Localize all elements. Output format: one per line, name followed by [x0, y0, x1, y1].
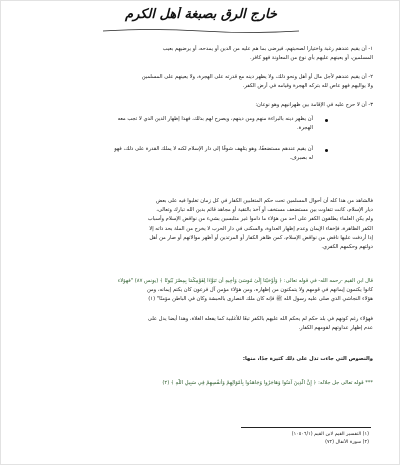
bullet-dot-1	[325, 119, 328, 122]
text-line: الهجرة.	[297, 125, 313, 132]
paragraph-1	[23, 45, 373, 63]
header-ornament	[101, 28, 301, 34]
text-line: أن يقيم عندهم مستضعفًا، وهو يتلهف شوقًا إلى دار الإسلام لكنه لا يملك القدرة على ذلك، فهو	[114, 146, 313, 152]
paragraph-3-lead	[23, 101, 373, 110]
text-line: كانوا يكتمون إيمانهم في قومهم ولا يتمكنون من إظهاره، ومن هؤلاء مؤمن آل فرعون كان يكتم إيمانه، ومن	[146, 287, 373, 294]
text-line: ٢- أن يقيم عندهم لأجل مال أو أهل ونحو ذلك، ولا يظهر دينه مع قدرته على الهجرة، ولا يعينهم على المسلمين	[141, 74, 373, 80]
bullet-item-2	[43, 145, 313, 163]
paragraph-4	[23, 197, 373, 252]
text-line: ١- أن يقيم عندهم رغبة واختيارا لصحبتهم، فيرضى بما هم عليه من الدين أو يمدحه، أو يرضيهم بعيب	[162, 46, 373, 52]
footnote-divider	[241, 427, 371, 428]
text-line: *** قوله تعالى جل جلاله: ﴿ إِنَّ الَّذِينَ آمَنُوا وَهَاجَرُوا وَجَاهَدُوا بِأَمْوَالِهِمْ وَأَنفُسِهِمْ فِي سَبِيلِ اللَّهِ ﴾ (٢)	[162, 380, 373, 386]
text-line: ولا يواليهم فهو عاص لله بتركه الهجرة وقيامه في أرض الكفر.	[242, 83, 373, 90]
text-line: ديار الإسلام، كانت تتفاوت بين مستضعف مستخف أو آخذ بالتقية أو مجاهد قائم بدين الله تبارك وتعالى،	[156, 207, 373, 214]
text-line: فالشاهد من هذا كله أن أحوال المسلمين تحت حكم المتغلبين الكفار في كل زمان تغلبوا فيه على بعض	[156, 198, 373, 204]
text-line: المسلمين، أو يعينهم عليهم بأي نوع من المعاونة فهو كافر.	[250, 55, 373, 62]
text-line: فهؤلاء رغم كونهم في بلد حكم لم يحكم الله عليهم بالكفر تبعًا للأغلبية كما يفعله الغلاة، وهذا أيضا يدل على	[147, 316, 373, 322]
text-line: عدم إظهار عداوتهم لقومهم الكفار.	[298, 325, 373, 332]
footnote-item: (١) التفسير القيم لابن القيم (١٠٥٠٦/١)	[291, 432, 369, 437]
text-line: أن يظهر دينه بالبراءة منهم ومن دينهم، ويصرح لهم بذلك، فهذا إظهار الدين الذي لا تجب معه	[117, 116, 313, 122]
page-header-title: خارج الرق بصبغة أهل الكرم	[125, 7, 277, 22]
text-line: هؤلاء النجاشي الذي صلى عليه رسول الله ﷺ فإنه كان ملك النصارى بالحبشة وكان في الباطن مؤمنًا" (١)	[148, 296, 373, 303]
paragraph-2	[23, 73, 373, 91]
text-line: دولتهم وحكمهم الكفري.	[321, 244, 373, 251]
verse-line	[23, 379, 373, 388]
text-line: له بصبرف.	[289, 155, 313, 162]
bullet-item-1	[43, 115, 313, 133]
paragraph-6	[23, 315, 373, 333]
section-heading: والنصوص التي جاءت تدل على ذلك كثيرة جدًا، منها:	[242, 356, 373, 362]
bullet-dot-2	[325, 149, 328, 152]
text-line: الكفر الظاهرة، فإخفاء الإيمان وعدم إظهار العداوة، والسكنى في دار الحرب لا يخرج من الملة بحد ذاته إلا	[149, 225, 373, 232]
text-line: ٣- أن لا حرج عليه في الإقامة بين ظهرانيهم وهو نوعان:	[255, 102, 373, 108]
footnotes	[219, 431, 369, 447]
paragraph-7	[23, 355, 373, 364]
paragraph-5	[23, 277, 373, 305]
text-line: ولم يكن العلماء يطلقون الكفر على أحد من هؤلاء ما داموا غير متلبسين بشيء من نواقض الإسلام وأسباب	[147, 216, 373, 223]
text-line: إذا أردفت عليها ناقض من نواقض الإسلام، كمن ظاهر الكفار أو المرتدين أو أظهر موالاتهم أو صار من أهل	[149, 234, 373, 241]
footnote-item: (٢) سورة الأنفال (٧٢)	[325, 440, 369, 445]
text-line: قال ابن القيم -رحمه الله- في قوله تعالى: ﴿ وَأَوْحَيْنَا إِلَىٰ مُوسَىٰ وَأَخِيهِ أَن تَبَوَّءَا لِقَوْمِكُمَا بِمِصْرَ بُيُوتًا ﴾ (يونس ٨٧) "فهؤلاء	[117, 278, 373, 284]
